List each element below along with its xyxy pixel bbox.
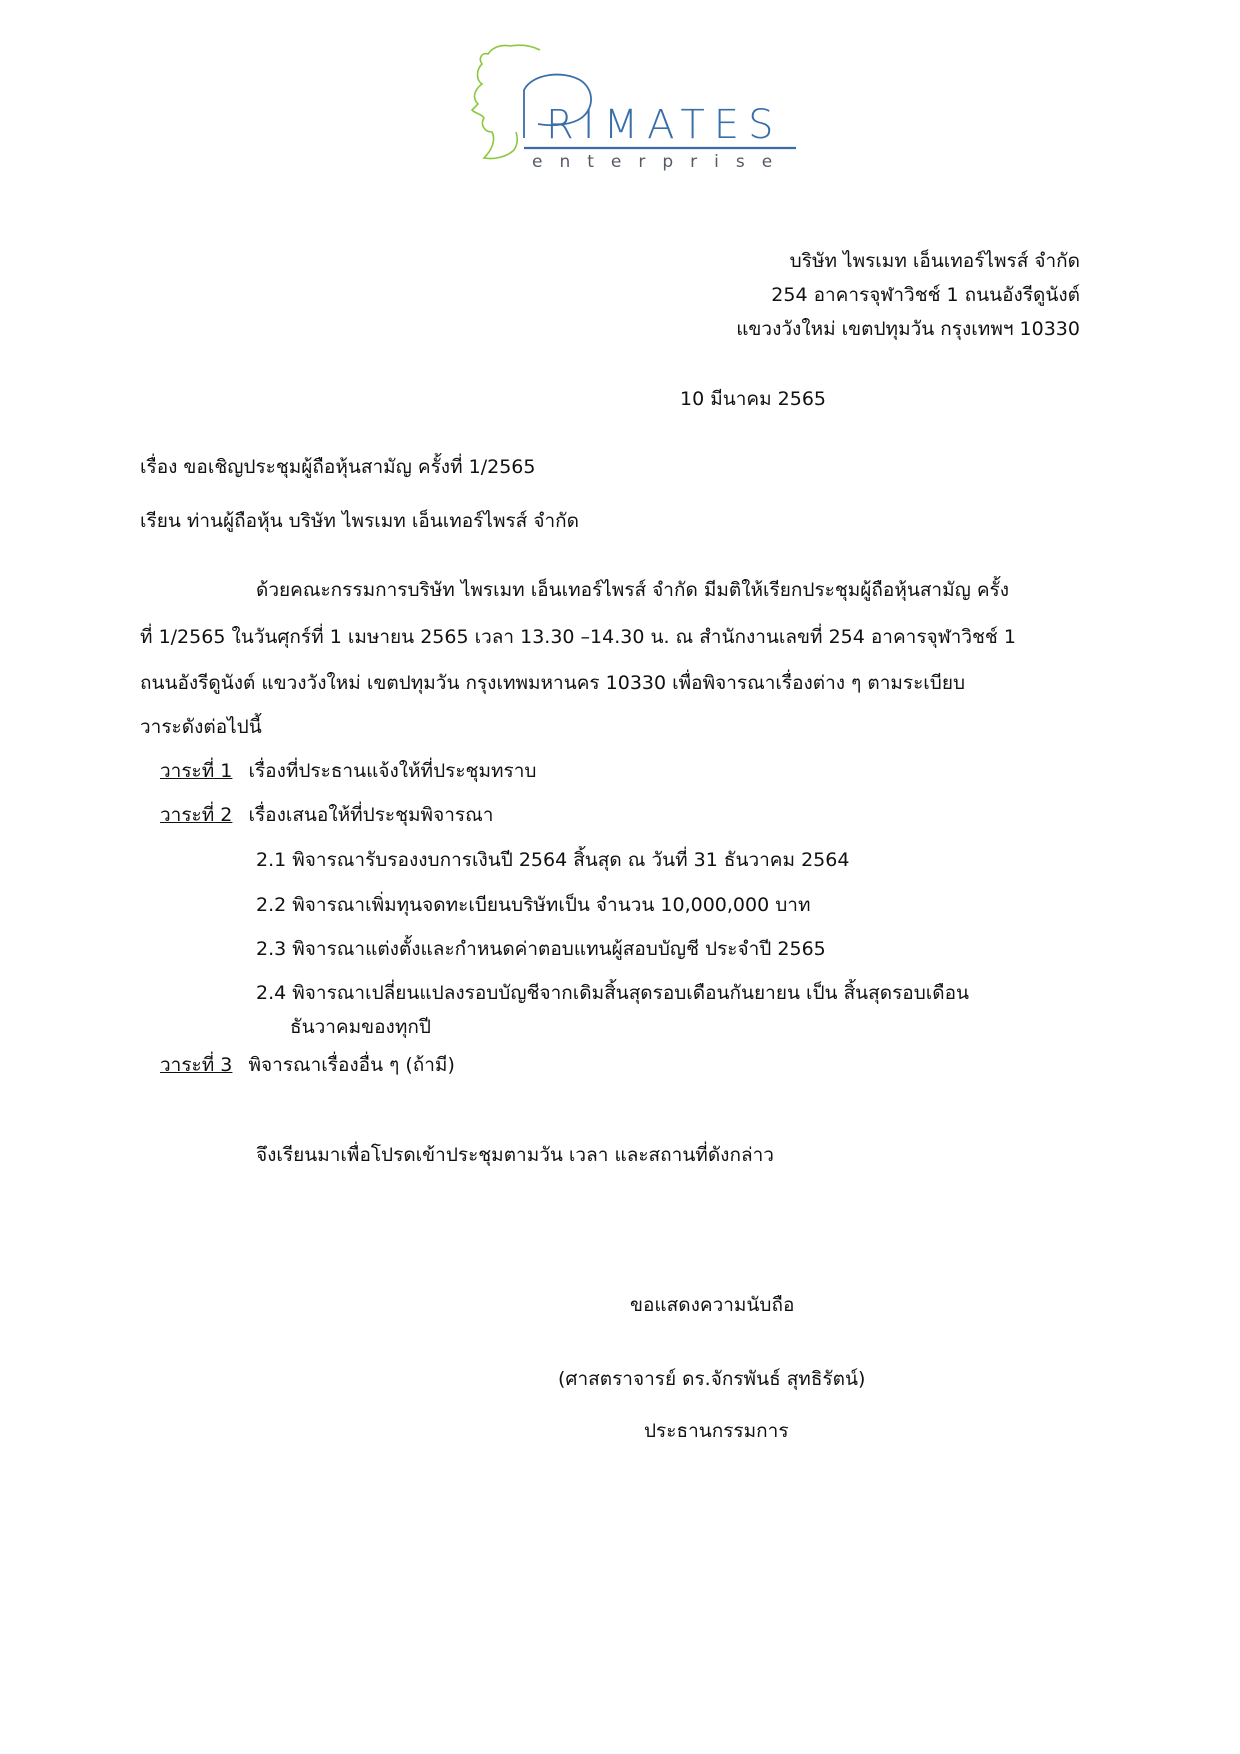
sender-company: บริษัท ไพรเมท เอ็นเทอร์ไพรส์ จำกัด (789, 250, 1080, 272)
company-logo (462, 40, 812, 180)
signer-name: (ศาสตราจารย์ ดร.จักรพันธ์ สุทธิรัตน์) (558, 1368, 866, 1390)
agenda-number: วาระที่ 3 (160, 1054, 233, 1076)
agenda-item (160, 756, 536, 786)
body-line: วาระดังต่อไปนี้ (140, 716, 262, 738)
agenda-text: เรื่องเสนอให้ที่ประชุมพิจารณา (248, 804, 494, 826)
agenda-item (160, 800, 493, 830)
letter-date: 10 มีนาคม 2565 (680, 388, 827, 410)
agenda-number: วาระที่ 1 (160, 760, 233, 782)
agenda-sub-item: 2.3 พิจารณาแต่งตั้งและกำหนดค่าตอบแทนผู้สอบบัญชี ประจำปี 2565 (256, 938, 826, 960)
body-line: ที่ 1/2565 ในวันศุกร์ที่ 1 เมษายน 2565 เวลา 13.30 –14.30 น. ณ สำนักงานเลขที่ 254 อาคารจุฬาวิชช์ 1 (140, 626, 1016, 648)
agenda-sub-item: 2.2 พิจารณาเพิ่มทุนจดทะเบียนบริษัทเป็น จำนวน 10,000,000 บาท (256, 894, 811, 916)
agenda-sub-item-continuation: ธันวาคมของทุกปี (290, 1016, 431, 1038)
closing-sentence: จึงเรียนมาเพื่อโปรดเข้าประชุมตามวัน เวลา และสถานที่ดังกล่าว (256, 1144, 774, 1166)
agenda-text: เรื่องที่ประธานแจ้งให้ที่ประชุมทราบ (248, 760, 537, 782)
logo-wordmark: RIMATES (546, 102, 783, 148)
letter-recipient: เรียน ท่านผู้ถือหุ้น บริษัท ไพรเมท เอ็นเทอร์ไพรส์ จำกัด (140, 510, 579, 532)
agenda-sub-item: 2.1 พิจารณารับรองงบการเงินปี 2564 สิ้นสุด ณ วันที่ 31 ธันวาคม 2564 (256, 849, 850, 871)
body-line: ด้วยคณะกรรมการบริษัท ไพรเมท เอ็นเทอร์ไพรส์ จำกัด มีมติให้เรียกประชุมผู้ถือหุ้นสามัญ ครั้ง (256, 579, 1010, 601)
agenda-text: พิจารณาเรื่องอื่น ๆ (ถ้ามี) (248, 1054, 455, 1076)
agenda-item (160, 1050, 455, 1080)
sender-address-line: 254 อาคารจุฬาวิชช์ 1 ถนนอังรีดูนังต์ (771, 284, 1080, 306)
agenda-number: วาระที่ 2 (160, 804, 233, 826)
letter-subject: เรื่อง ขอเชิญประชุมผู้ถือหุ้นสามัญ ครั้งที่ 1/2565 (140, 456, 536, 478)
body-line: ถนนอังรีดูนังต์ แขวงวังใหม่ เขตปทุมวัน กรุงเทพมหานคร 10330 เพื่อพิจารณาเรื่องต่าง ๆ ตามระเบียบ (140, 672, 966, 694)
sender-address-line: แขวงวังใหม่ เขตปทุมวัน กรุงเทพฯ 10330 (736, 318, 1080, 340)
logo-subtitle: enterprise (532, 152, 790, 172)
signer-title: ประธานกรรมการ (644, 1420, 789, 1442)
agenda-sub-item: 2.4 พิจารณาเปลี่ยนแปลงรอบบัญชีจากเดิมสิ้นสุดรอบเดือนกันยายน เป็น สิ้นสุดรอบเดือน (256, 982, 970, 1004)
signoff: ขอแสดงความนับถือ (630, 1294, 795, 1316)
